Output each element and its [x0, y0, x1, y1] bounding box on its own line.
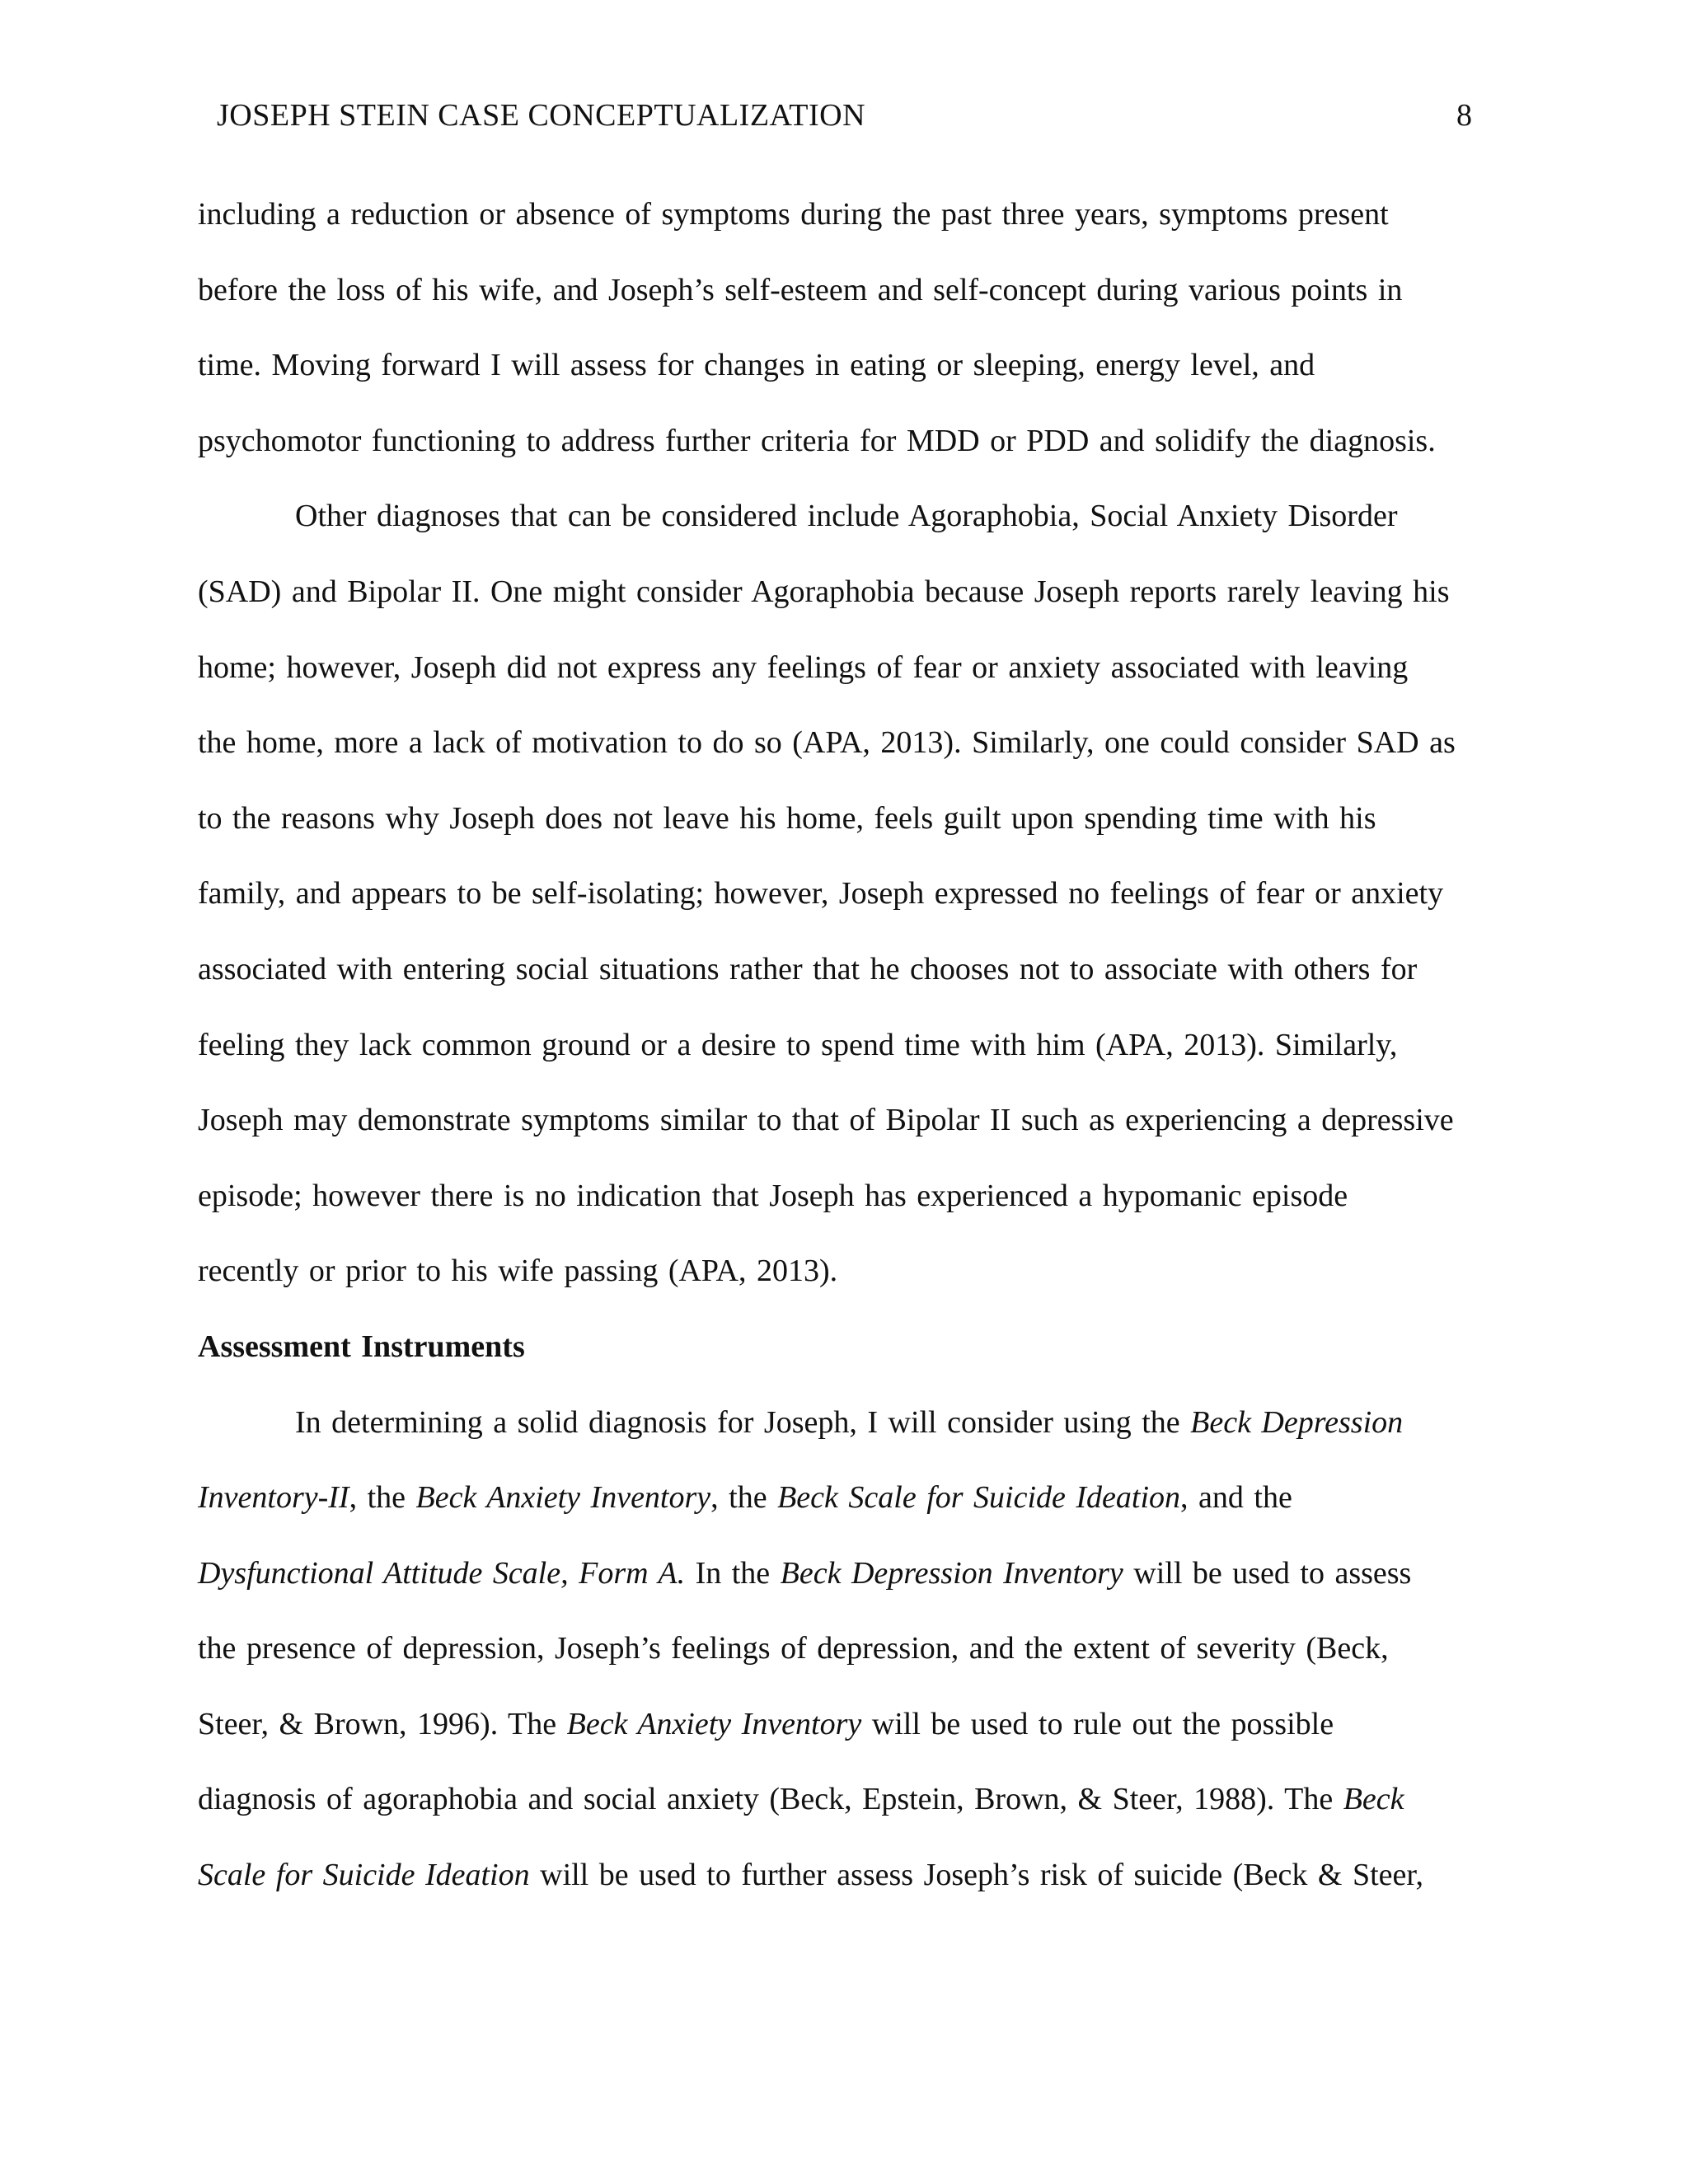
text-line: time. Moving forward I will assess for changes in eating or sleeping, energy level, and: [198, 348, 1315, 383]
text-line: the home, more a lack of motivation to do so (APA, 2013). Similarly, one could consider SAD as: [198, 725, 1456, 761]
text-line: family, and appears to be self-isolating; however, Joseph expressed no feelings of fear or anxiety: [198, 876, 1444, 912]
instrument-title: Beck Anxiety Inventory: [566, 1706, 862, 1741]
text-line: feeling they lack common ground or a desire to spend time with him (APA, 2013). Similarly,: [198, 1027, 1398, 1062]
text-line: [198, 1850, 1492, 1926]
text-line: before the loss of his wife, and Joseph’s self-esteem and self-concept during various points in: [198, 272, 1403, 307]
instrument-title: Beck: [1343, 1782, 1404, 1817]
text-line: Other diagnoses that can be considered include Agoraphobia, Social Anxiety Disorder: [295, 499, 1398, 534]
instrument-title: Beck Anxiety Inventory: [415, 1480, 711, 1516]
text-run: will be used to rule out the possible: [861, 1706, 1334, 1741]
text-line: [198, 1473, 1492, 1549]
text-line: the presence of depression, Joseph’s feelings of depression, and the extent of severity (Beck,: [198, 1631, 1389, 1666]
instrument-title: Beck Scale for Suicide Ideation: [777, 1480, 1181, 1516]
text-run: will be used to further assess Joseph’s risk of suicide (Beck & Steer,: [529, 1858, 1424, 1893]
text-run: Steer, & Brown, 1996). The: [198, 1706, 567, 1741]
instrument-title: Inventory-II: [198, 1480, 349, 1516]
text-line: (SAD) and Bipolar II. One might consider Agoraphobia because Joseph reports rarely leaving his: [198, 574, 1450, 609]
instrument-title: Beck Depression Inventory: [780, 1555, 1123, 1591]
text-run: , and the: [1180, 1480, 1292, 1516]
text-line: [198, 1774, 1492, 1850]
instrument-title: Dysfunctional Attitude Scale, Form A.: [198, 1555, 686, 1591]
text-line: home; however, Joseph did not express any feelings of fear or anxiety associated with leaving: [198, 649, 1409, 685]
text-run: In determining a solid diagnosis for Joseph, I will consider using the: [295, 1404, 1191, 1440]
text-run: will be used to assess: [1123, 1555, 1412, 1591]
text-line: associated with entering social situations rather that he chooses not to associate with others for: [198, 951, 1418, 987]
section-heading: Assessment Instruments: [198, 1329, 525, 1364]
document-body: [198, 190, 1492, 1926]
text-line: recently or prior to his wife passing (APA, 2013).: [198, 1254, 838, 1289]
text-line: [198, 1398, 1492, 1474]
instrument-title: Scale for Suicide Ideation: [198, 1858, 530, 1893]
text-line: Joseph may demonstrate symptoms similar to that of Bipolar II such as experiencing a depressive: [198, 1103, 1454, 1138]
text-line: to the reasons why Joseph does not leave his home, feels guilt upon spending time with his: [198, 800, 1376, 836]
text-line: psychomotor functioning to address further criteria for MDD or PDD and solidify the diagnosis.: [198, 423, 1436, 458]
text-line: [198, 1699, 1492, 1775]
text-run: , the: [349, 1480, 416, 1516]
text-line: [198, 1549, 1492, 1624]
text-run: diagnosis of agoraphobia and social anxiety (Beck, Epstein, Brown, & Steer, 1988). The: [198, 1782, 1343, 1817]
text-line: episode; however there is no indication that Joseph has experienced a hypomanic episode: [198, 1178, 1348, 1213]
text-line: including a reduction or absence of symptoms during the past three years, symptoms present: [198, 197, 1389, 232]
text-run: In the: [685, 1555, 781, 1591]
running-head: JOSEPH STEIN CASE CONCEPTUALIZATION: [217, 98, 866, 133]
instrument-title: Beck Depression: [1190, 1404, 1404, 1440]
text-run: , the: [710, 1480, 778, 1516]
page-number: 8: [1456, 98, 1472, 133]
